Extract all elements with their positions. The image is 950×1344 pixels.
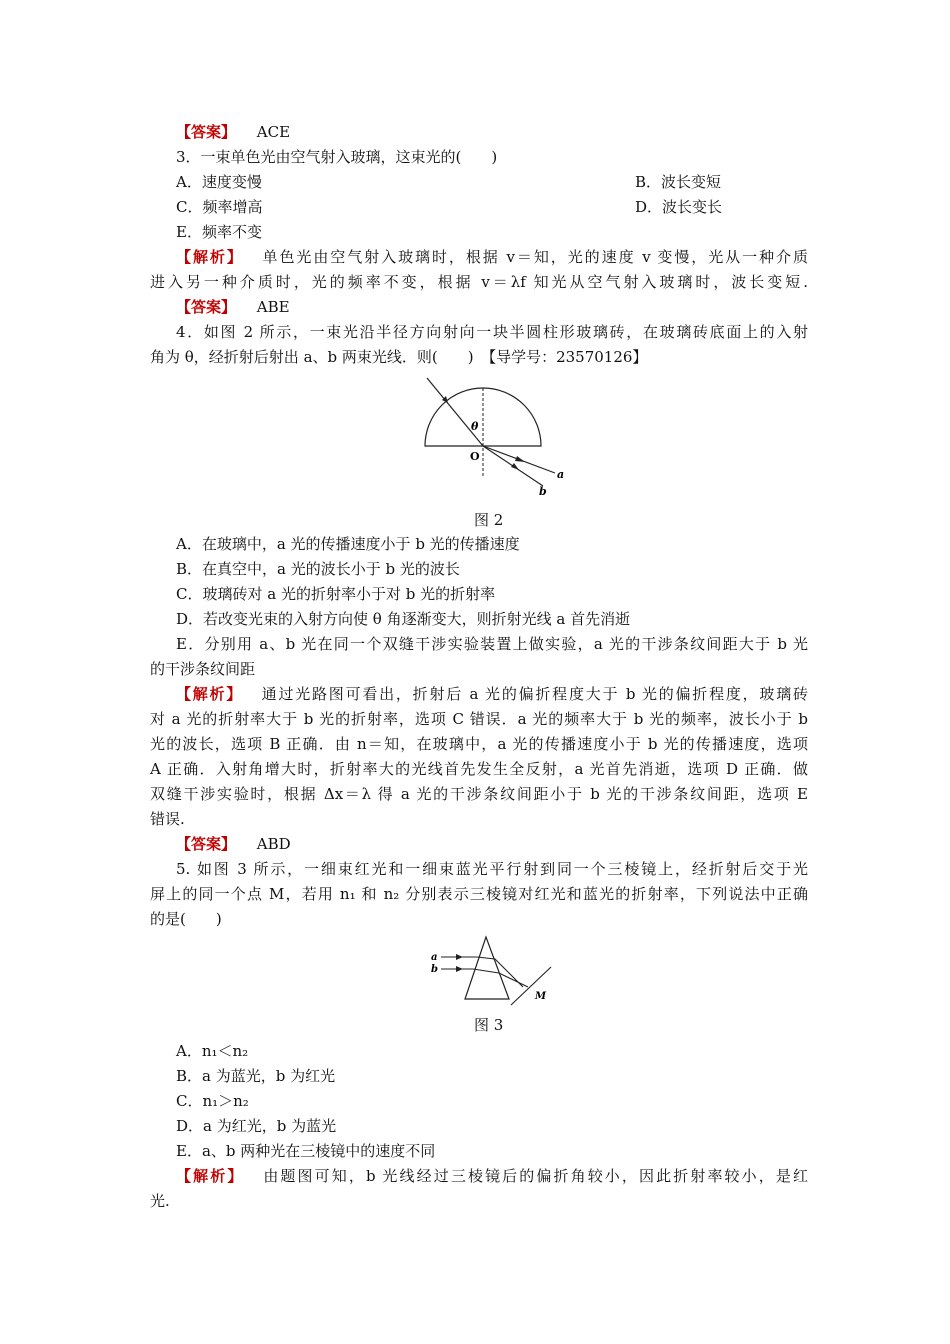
q5-option-e: E．a、b 两种光在三棱镜中的速度不同 <box>176 1142 436 1160</box>
q3-option-row <box>176 171 722 193</box>
q5-option-a: A．n₁＜n₂ <box>176 1042 249 1060</box>
q3-option-b: B．波长变短 <box>635 173 722 191</box>
o-label: O <box>470 450 480 463</box>
b-label: b <box>431 964 438 975</box>
ray-a-arrow <box>456 954 463 960</box>
q2-answer-line <box>176 121 290 143</box>
analysis-tag: 【解析】 <box>176 685 244 703</box>
analysis-text: 单色光由空气射入玻璃时，根据 v＝知，光的速度 v 变慢，光从一种介质 <box>262 248 808 266</box>
ray-a-arrow <box>515 456 525 462</box>
answer-value: ACE <box>256 123 291 141</box>
answer-value: ABD <box>256 835 291 853</box>
q4-analysis-line-6: 错误. <box>150 810 185 828</box>
q5-stem-line-2: 屏上的同一个点 M，若用 n₁ 和 n₂ 分别表示三棱镜对红光和蓝光的折射率，下列说法中正确 <box>150 885 808 903</box>
analysis-tag: 【解析】 <box>176 248 244 266</box>
analysis-tag: 【解析】 <box>176 1167 245 1185</box>
analysis-text: 由题图可知，b 光线经过三棱镜后的偏折角较小，因此折射率较小，是红 <box>263 1167 808 1185</box>
q4-analysis-line-3: 光的波长，选项 B 正确．由 n＝知，在玻璃中，a 光的传播速度小于 b 光的传播速度，选项 <box>150 735 808 753</box>
q4-analysis-line-4: A 正确．入射角增大时，折射率大的光线首先发生全反射，a 光首先消逝，选项 D 正确．做 <box>150 760 808 778</box>
q5-analysis-line-2: 光. <box>150 1192 170 1210</box>
q4-option-c: C．玻璃砖对 a 光的折射率小于对 b 光的折射率 <box>176 585 496 603</box>
q3-option-a: A．速度变慢 <box>176 173 262 191</box>
analysis-text: 通过光路图可看出，折射后 a 光的偏折程度大于 b 光的偏折程度，玻璃砖 <box>261 685 808 703</box>
q4-answer-line <box>176 833 291 855</box>
q4-option-e: E．分别用 a、b 光在同一个双缝干涉实验装置上做实验，a 光的干涉条纹间距大于 b 光 <box>176 635 808 653</box>
answer-tag: 【答案】 <box>176 123 237 141</box>
q4-analysis-line-5: 双缝干涉实验时，根据 Δx＝λ 得 a 光的干涉条纹间距小于 b 光的干涉条纹间距，选项 E <box>150 785 808 803</box>
b-label: b <box>539 485 547 498</box>
q3-option-row <box>176 196 723 218</box>
ray-b-path <box>441 969 528 987</box>
q4-analysis-line-1 <box>176 683 808 705</box>
q4-analysis-line-2: 对 a 光的折射率大于 b 光的折射率，选项 C 错误．a 光的频率大于 b 光的频率，波长小于 b <box>150 710 808 728</box>
q5-analysis-line-1 <box>176 1165 808 1187</box>
q4-stem-line-1: 4．如图 2 所示，一束光沿半径方向射向一块半圆柱形玻璃砖，在玻璃砖底面上的入射 <box>176 323 808 341</box>
ray-b-arrow <box>511 463 519 470</box>
answer-tag: 【答案】 <box>176 835 237 853</box>
q3-option-e: E．频率不变 <box>176 223 262 241</box>
q5-option-b: B．a 为蓝光，b 为红光 <box>176 1067 336 1085</box>
q4-option-b: B．在真空中，a 光的波长小于 b 光的波长 <box>176 560 460 578</box>
q5-option-c: C．n₁＞n₂ <box>176 1092 249 1110</box>
q4-option-d: D．若改变光束的入射方向使 θ 角逐渐变大，则折射光线 a 首先消逝 <box>176 610 631 628</box>
q5-stem-line-1: 5. 如图 3 所示，一细束红光和一细束蓝光平行射到同一个三棱镜上，经折射后交于光 <box>176 860 808 878</box>
ray-b-arrow <box>456 966 463 972</box>
figure-2-caption: 图 2 <box>474 511 504 529</box>
theta-label: θ <box>471 420 479 433</box>
q3-option-d: D．波长变长 <box>635 198 723 216</box>
q5-stem-line-3: 的是( ) <box>150 910 222 928</box>
q4-option-a: A．在玻璃中，a 光的传播速度小于 b 光的传播速度 <box>176 535 520 553</box>
q3-analysis-line-1 <box>176 246 808 268</box>
q5-option-d: D．a 为红光，b 为蓝光 <box>176 1117 337 1135</box>
answer-tag: 【答案】 <box>176 298 237 316</box>
figure-3-caption: 图 3 <box>474 1016 504 1034</box>
a-label: a <box>431 952 438 963</box>
q3-analysis-line-2: 进入另一种介质时，光的频率不变，根据 v＝λf 知光从空气射入玻璃时，波长变短. <box>150 273 808 291</box>
m-label: M <box>535 991 547 1002</box>
a-label: a <box>557 468 565 481</box>
q3-stem: 3．一束单色光由空气射入玻璃，这束光的( ) <box>176 148 498 166</box>
q3-option-c: C．频率增高 <box>176 198 263 216</box>
ray-a-path <box>441 957 523 987</box>
q4-stem-line-2: 角为 θ，经折射后射出 a、b 两束光线．则( ) 【导学号：23570126】 <box>150 348 648 366</box>
figure-3-prism-diagram <box>425 935 560 1007</box>
figure-2-semicircle-diagram <box>415 370 575 500</box>
q3-answer-line <box>176 296 290 318</box>
answer-value: ABE <box>256 298 290 316</box>
q4-option-e-continued: 的干涉条纹间距 <box>150 660 256 678</box>
prism-outline <box>465 937 509 999</box>
